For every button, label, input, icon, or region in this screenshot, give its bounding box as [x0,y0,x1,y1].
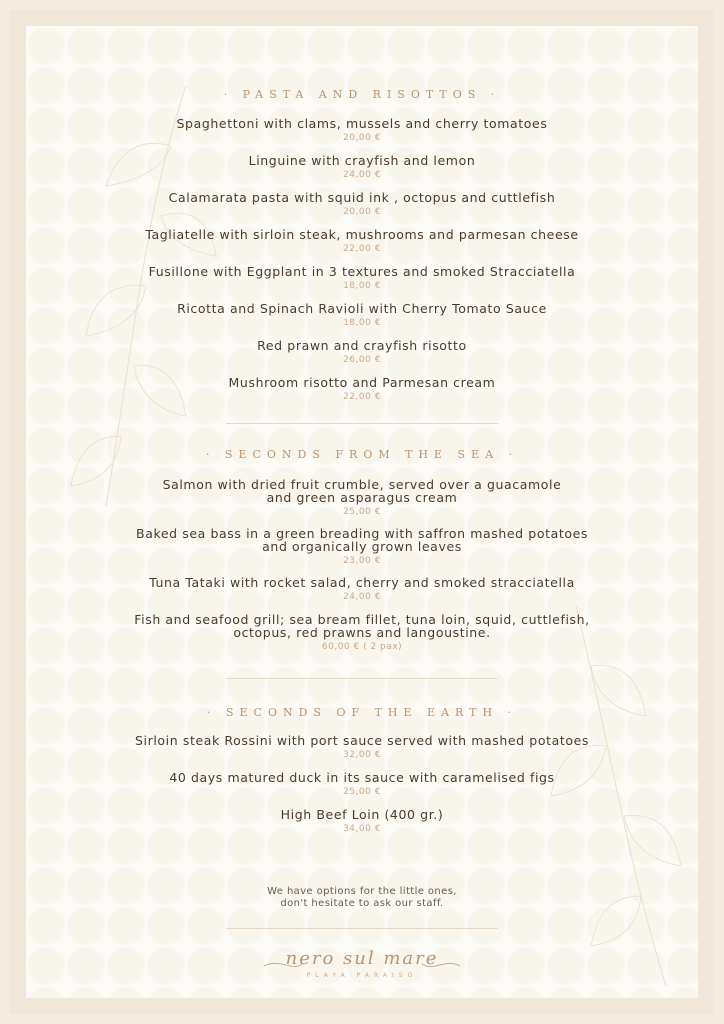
menu-item-name: Mushroom risotto and Parmesan cream [228,375,496,390]
menu-item [66,527,658,566]
menu-item-name: 40 days matured duck in its sauce with caramelised figs [169,770,555,785]
section-title-sea: · SECONDS FROM THE SEA · [205,448,519,461]
section-divider [226,423,498,424]
menu-item-name: Baked sea bass in a green breading with saffron mashed potatoes [136,526,588,541]
menu-item-name: Tagliatelle with sirloin steak, mushrooms and parmesan cheese [145,227,579,242]
menu-item-name: Linguine with crayfish and lemon [248,153,476,168]
menu-item-price: 20,00 € [343,133,381,143]
menu-item-price: 25,00 € [343,787,381,797]
menu-item-name: Salmon with dried fruit crumble, served over a guacamole [162,477,562,492]
menu-item-price: 26,00 € [343,355,381,365]
menu-item [66,302,658,328]
menu-item-price: 20,00 € [343,207,381,217]
menu-content [26,26,698,998]
menu-item-price: 24,00 € [343,170,381,180]
menu-item-price: 24,00 € [343,592,381,602]
menu-item [66,478,658,517]
menu-item [66,117,658,143]
menu-item [66,376,658,402]
menu-item [66,576,658,602]
menu-paper [26,26,698,998]
section-title-pasta: · PASTA AND RISOTTOS · [223,88,501,101]
menu-item [66,771,658,797]
menu-item [66,613,658,652]
menu-item-price: 22,00 € [343,392,381,402]
menu-item-price: 22,00 € [343,244,381,254]
menu-item [66,228,658,254]
menu-item-name: Ricotta and Spinach Ravioli with Cherry Tomato Sauce [177,301,547,316]
section-title-earth: · SECONDS OF THE EARTH · [206,706,518,719]
menu-item-price: 23,00 € [343,556,381,566]
logo-name: nero sul mare [285,948,439,969]
menu-item-price: 18,00 € [343,281,381,291]
menu-item-name: High Beef Loin (400 gr.) [280,807,444,822]
note-line-1: We have options for the little ones, [267,886,457,897]
menu-item-price: 18,00 € [343,318,381,328]
menu-item-name: Fusillone with Eggplant in 3 textures and smoked Stracciatella [148,264,576,279]
menu-item-name-line2: and green asparagus cream [266,490,458,505]
kids-options-note [26,886,698,910]
section-divider [226,678,498,679]
menu-item [66,191,658,217]
menu-item-name: Fish and seafood grill; sea bream fillet, tuna loin, squid, cuttlefish, [134,612,590,627]
menu-item-price: 60,00 € ( 2 pax) [321,642,403,652]
menu-item-name-line2: and organically grown leaves [262,539,462,554]
menu-item-name-line2: octopus, red prawns and langoustine. [233,625,491,640]
menu-item-price: 34,00 € [343,824,381,834]
restaurant-logo [26,948,698,988]
menu-item-name: Sirloin steak Rossini with port sauce served with mashed potatoes [135,733,589,748]
menu-item-price: 25,00 € [343,507,381,517]
footer-divider [226,928,498,929]
menu-item-name: Red prawn and crayfish risotto [257,338,467,353]
menu-item [66,808,658,834]
menu-item-price: 32,00 € [343,750,381,760]
logo-subtitle: PLAYA PARAISO [306,972,418,979]
menu-item-name: Calamarata pasta with squid ink , octopus and cuttlefish [168,190,556,205]
menu-item-name: Tuna Tataki with rocket salad, cherry and smoked stracciatella [149,575,575,590]
menu-item [66,154,658,180]
menu-item [66,339,658,365]
menu-frame [10,10,714,1014]
menu-item [66,734,658,760]
menu-item-name: Spaghettoni with clams, mussels and cherry tomatoes [176,116,548,131]
note-line-2: don't hesitate to ask our staff. [280,898,444,909]
menu-item [66,265,658,291]
